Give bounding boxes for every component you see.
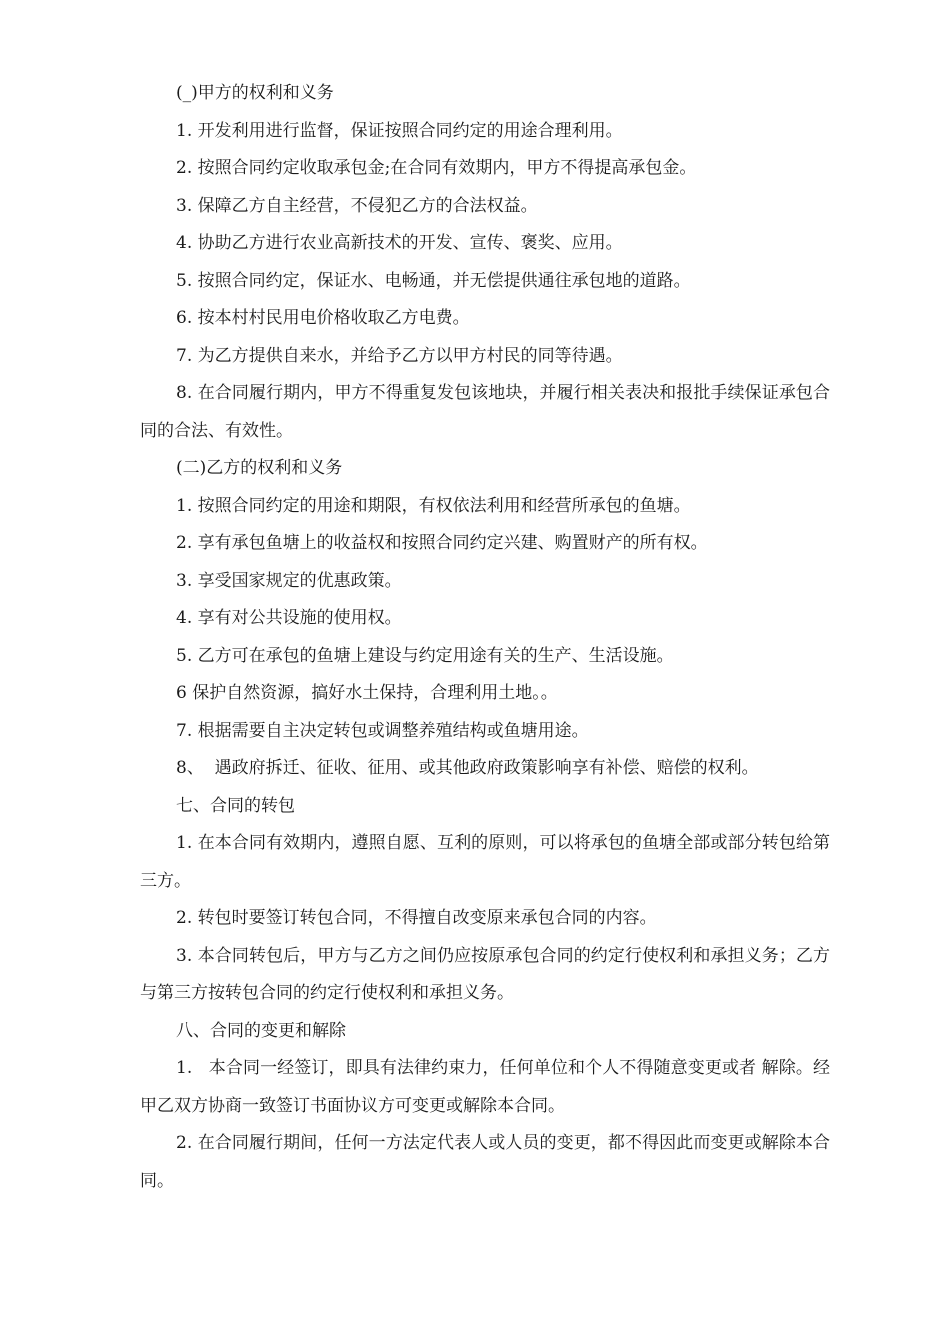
clause-b-3: 3. 享受国家规定的优惠政策。 xyxy=(176,570,402,591)
clause-b-4: 4. 享有对公共设施的使用权。 xyxy=(176,608,402,628)
clause-7-2: 2. 转包时要签订转包合同，不得擅自改变原来承包合同的内容。 xyxy=(176,908,657,928)
clause-b-1: 1. 按照合同约定的用途和期限，有权依法利用和经营所承包的鱼塘。 xyxy=(176,495,691,516)
clause-a-3: 3. 保障乙方自主经营，不侵犯乙方的合法权益。 xyxy=(176,195,538,216)
clause-b-6: 6 保护自然资源，搞好水土保持，合理利用土地。。 xyxy=(176,683,558,703)
section-heading-change-termination: 八、合同的变更和解除 xyxy=(176,1020,346,1041)
document-body xyxy=(140,75,830,1200)
clause-b-8: 8、 遇政府拆迁、征收、征用、或其他政府政策影响享有补偿、赔偿的权利。 xyxy=(176,758,759,778)
clause-7-1: 1. 在本合同有效期内，遵照自愿、互利的原则，可以将承包的鱼塘全部或部分转包给第三方。 xyxy=(140,833,830,891)
section-heading-party-b: (二)乙方的权利和义务 xyxy=(176,458,343,478)
clause-b-2: 2. 享有承包鱼塘上的收益权和按照合同约定兴建、购置财产的所有权。 xyxy=(176,533,708,553)
clause-a-6: 6. 按本村村民用电价格收取乙方电费。 xyxy=(176,308,470,328)
clause-a-5: 5. 按照合同约定，保证水、电畅通，并无偿提供通往承包地的道路。 xyxy=(176,270,691,291)
clause-8-2: 2. 在合同履行期间，任何一方法定代表人或人员的变更，都不得因此而变更或解除本合同。 xyxy=(140,1133,830,1191)
clause-b-5: 5. 乙方可在承包的鱼塘上建设与约定用途有关的生产、生活设施。 xyxy=(176,645,674,666)
clause-7-3: 3. 本合同转包后，甲方与乙方之间仍应按原承包合同的约定行使权利和承担义务；乙方与第三方按转包合同的约定行使权利和承担义务。 xyxy=(140,945,830,1003)
clause-a-7: 7. 为乙方提供自来水，并给予乙方以甲方村民的同等待遇。 xyxy=(176,345,623,366)
clause-8-1: 1. 本合同一经签订，即具有法律约束力，任何单位和个人不得随意变更或者 解除。经甲乙双方协商一致签订书面协议方可变更或解除本合同。 xyxy=(140,1058,830,1116)
clause-a-8: 8. 在合同履行期内，甲方不得重复发包该地块，并履行相关表决和报批手续保证承包合同的合法、有效性。 xyxy=(140,383,830,441)
section-heading-subcontract: 七、合同的转包 xyxy=(176,795,295,816)
section-heading-party-a: (_)甲方的权利和义务 xyxy=(176,83,334,103)
clause-b-7: 7. 根据需要自主决定转包或调整养殖结构或鱼塘用途。 xyxy=(176,720,589,741)
clause-a-2: 2. 按照合同约定收取承包金;在合同有效期内，甲方不得提高承包金。 xyxy=(176,158,697,178)
clause-a-4: 4. 协助乙方进行农业高新技术的开发、宣传、褒奖、应用。 xyxy=(176,233,623,253)
clause-a-1: 1. 开发利用进行监督，保证按照合同约定的用途合理利用。 xyxy=(176,120,623,141)
